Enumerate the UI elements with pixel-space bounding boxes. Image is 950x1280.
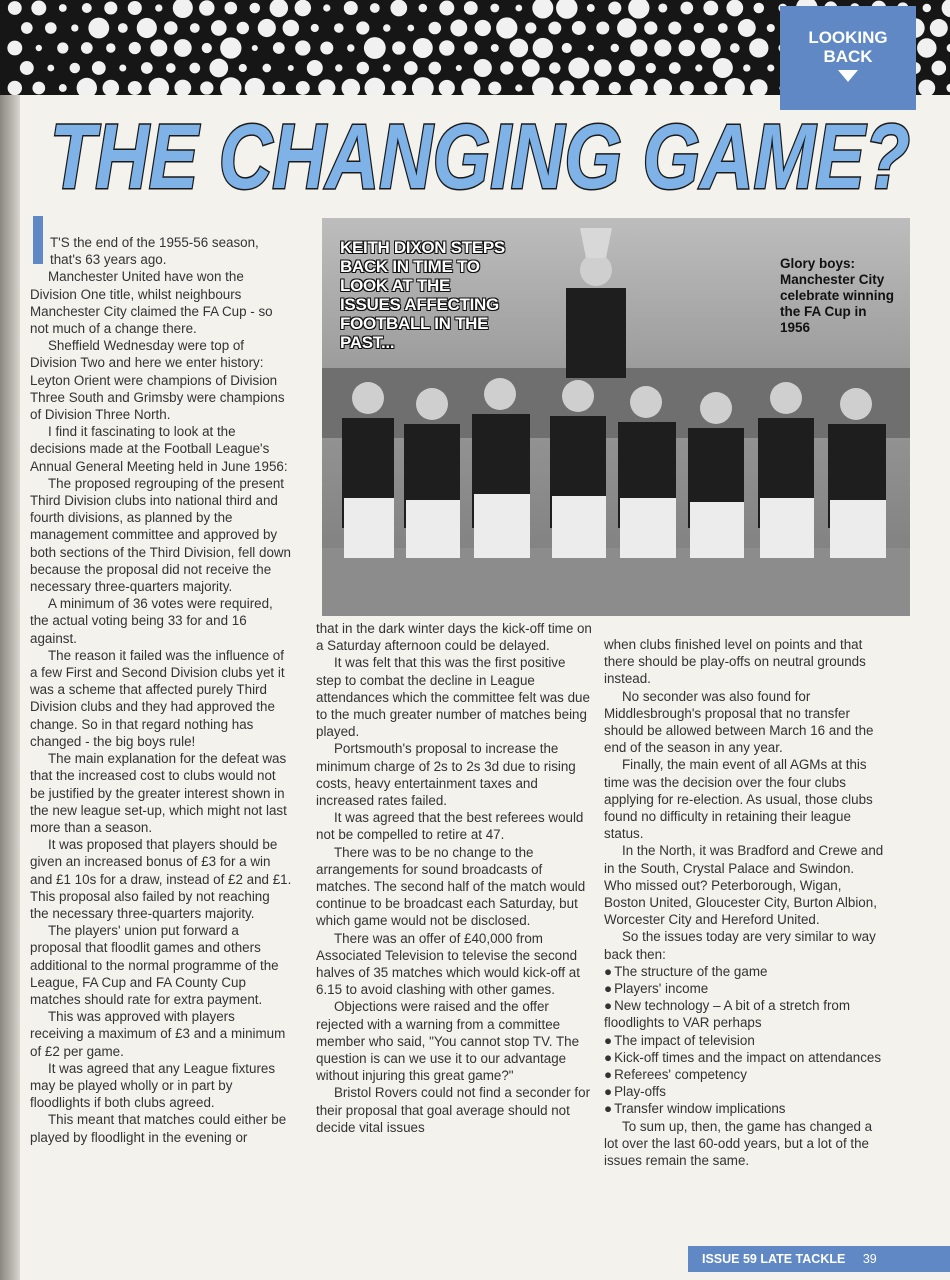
article-column-2 (316, 620, 592, 1136)
paragraph: This meant that matches could either be played by floodlight in the evening or (30, 1112, 287, 1145)
bullet-item: ● Kick-off times and the impact on attendances (604, 1049, 884, 1066)
paragraph: This was approved with players receiving a maximum of £3 and a minimum of £2 per game. (30, 1009, 286, 1059)
overlay-line: LOOK AT THE (340, 276, 451, 295)
arrow-down-icon (838, 70, 858, 82)
footer-magazine: LATE TACKLE (760, 1252, 846, 1266)
photo-caption: Glory boys: Manchester City celebrate winning the FA Cup in 1956 (780, 256, 895, 335)
paragraph: There was an offer of £40,000 from Associated Television to televise the second halves of 35 matches which would kick-off at 6.15 to avoid clashing with other games. (316, 930, 580, 998)
overlay-line: ISSUES AFFECTING (340, 295, 499, 314)
footer-issue: ISSUE 59 (702, 1252, 757, 1266)
page-number: 39 (862, 1252, 877, 1266)
paragraph: T'S the end of the 1955-56 season, that's 63 years ago. (50, 235, 259, 268)
paragraph: There was to be no change to the arrangements for sound broadcasts of matches. The second half of the match would continue to be broadcast each Saturday, but which game would not be disclosed. (316, 844, 586, 929)
paragraph: It was felt that this was the first positive step to combat the decline in League attendances which the committee felt was due to the much greater number of matches being played. (316, 655, 590, 740)
bullet-item: ● Referees' competency (604, 1066, 884, 1083)
article-column-3 (604, 636, 884, 1169)
paragraph: A minimum of 36 votes were required, the actual voting being 33 for and 16 against. (30, 596, 273, 646)
paragraph: The players' union put forward a proposal that floodlit games and others additional to the normal programme of the League, FA Cup and FA County Cup matches should rate for extra payment. (30, 923, 279, 1007)
page-title (40, 98, 920, 208)
paragraph: The main explanation for the defeat was that the increased cost to clubs would not be justified by the greater interest shown in the new league set-up, which might not last more than a season. (30, 751, 287, 835)
bullet-item: ● Play-offs (604, 1083, 884, 1100)
paragraph: The proposed regrouping of the present Third Division clubs into national third and fourth divisions, as planned by the management committee and approved by both sections of the Third Division, fell down because the proposal did not receive the necessary three-quarters majority. (30, 475, 292, 595)
photo-overlay-caption (340, 238, 510, 352)
paragraph: Bristol Rovers could not find a seconder for their proposal that goal average should not decide vital issues (316, 1085, 591, 1135)
badge-line1: LOOKING (808, 28, 888, 47)
paragraph: Manchester United have won the Division One title, whilst neighbours Manchester City claimed the FA Cup - so not much of a change there. (30, 269, 273, 337)
paragraph: Sheffield Wednesday were top of Division Two and here we enter history: Leyton Orient were champions of Division Three South and Grimsby were champions of Division Three North. (30, 338, 285, 423)
paragraph: Finally, the main event of all AGMs at this time was the decision over the four clubs applying for re-election. As usual, those clubs found no difficulty in retaining their league status. (604, 757, 873, 842)
page-spine-shadow (0, 0, 20, 1280)
paragraph: I find it fascinating to look at the decisions made at the Football League's Annual General Meeting held in June 1956: (30, 424, 288, 474)
paragraph: Objections were raised and the offer rejected with a warning from a committee member who said, "You cannot stop TV. The question is can we use it to our advantage without injuring this great game?" (316, 999, 580, 1084)
paragraph: It was agreed that any League fixtures may be played wholly or in part by floodlights if both clubs agreed. (30, 1060, 276, 1111)
bullet-item: ● New technology – A bit of a stretch from floodlights to VAR perhaps (604, 997, 884, 1031)
article-column-1 (30, 234, 292, 1146)
overlay-line: FOOTBALL IN THE PAST... (340, 314, 489, 352)
paragraph: The reason it failed was the influence of a few First and Second Division clubs yet it was a scheme that affected purely Third Division clubs and they had approved the change. So in that regard nothing has changed - the big boys rule! (30, 647, 285, 749)
paragraph: So the issues today are very similar to way back then: (604, 929, 876, 962)
page-footer (688, 1246, 950, 1272)
paragraph: It was proposed that players should be given an increased bonus of £3 for a win and £1 10s for a draw, instead of £2 and £1. This proposal also failed by not reaching the necessary three-quarters majority. (30, 837, 292, 921)
overlay-line: KEITH DIXON STEPS (340, 238, 505, 257)
paragraph: Portsmouth's proposal to increase the minimum charge of 2s to 2s 3d due to rising costs, heavy entertainment taxes and increased rates failed. (316, 741, 576, 809)
badge-line2: BACK (823, 47, 873, 66)
paragraph: To sum up, then, the game has changed a lot over the last 60-odd years, but a lot of the issues remain the same. (604, 1118, 873, 1169)
paragraph: when clubs finished level on points and that there should be play-offs on neutral grounds instead. (604, 637, 866, 687)
looking-back-badge (780, 6, 916, 110)
bullet-item: ● Players' income (604, 980, 884, 997)
page-title-text: THE CHANGING GAME? (50, 106, 910, 208)
paragraph: It was agreed that the best referees would not be compelled to retire at 47. (316, 810, 584, 843)
bullet-item: ● The impact of television (604, 1032, 884, 1049)
overlay-line: BACK IN TIME TO (340, 257, 480, 276)
bullet-item: ● Transfer window implications (604, 1100, 884, 1117)
paragraph: In the North, it was Bradford and Crewe and in the South, Crystal Palace and Swindon. Who missed out? Peterborough, Wigan, Boston United, Gloucester City, Burton Albion, Worcester City and Hereford United. (604, 843, 884, 928)
paragraph: that in the dark winter days the kick-off time on a Saturday afternoon could be delayed. (316, 621, 592, 654)
paragraph: No seconder was also found for Middlesbrough's proposal that no transfer should be allowed between March 16 and the end of the season in any year. (604, 688, 874, 756)
bullet-item: ● The structure of the game (604, 963, 884, 980)
